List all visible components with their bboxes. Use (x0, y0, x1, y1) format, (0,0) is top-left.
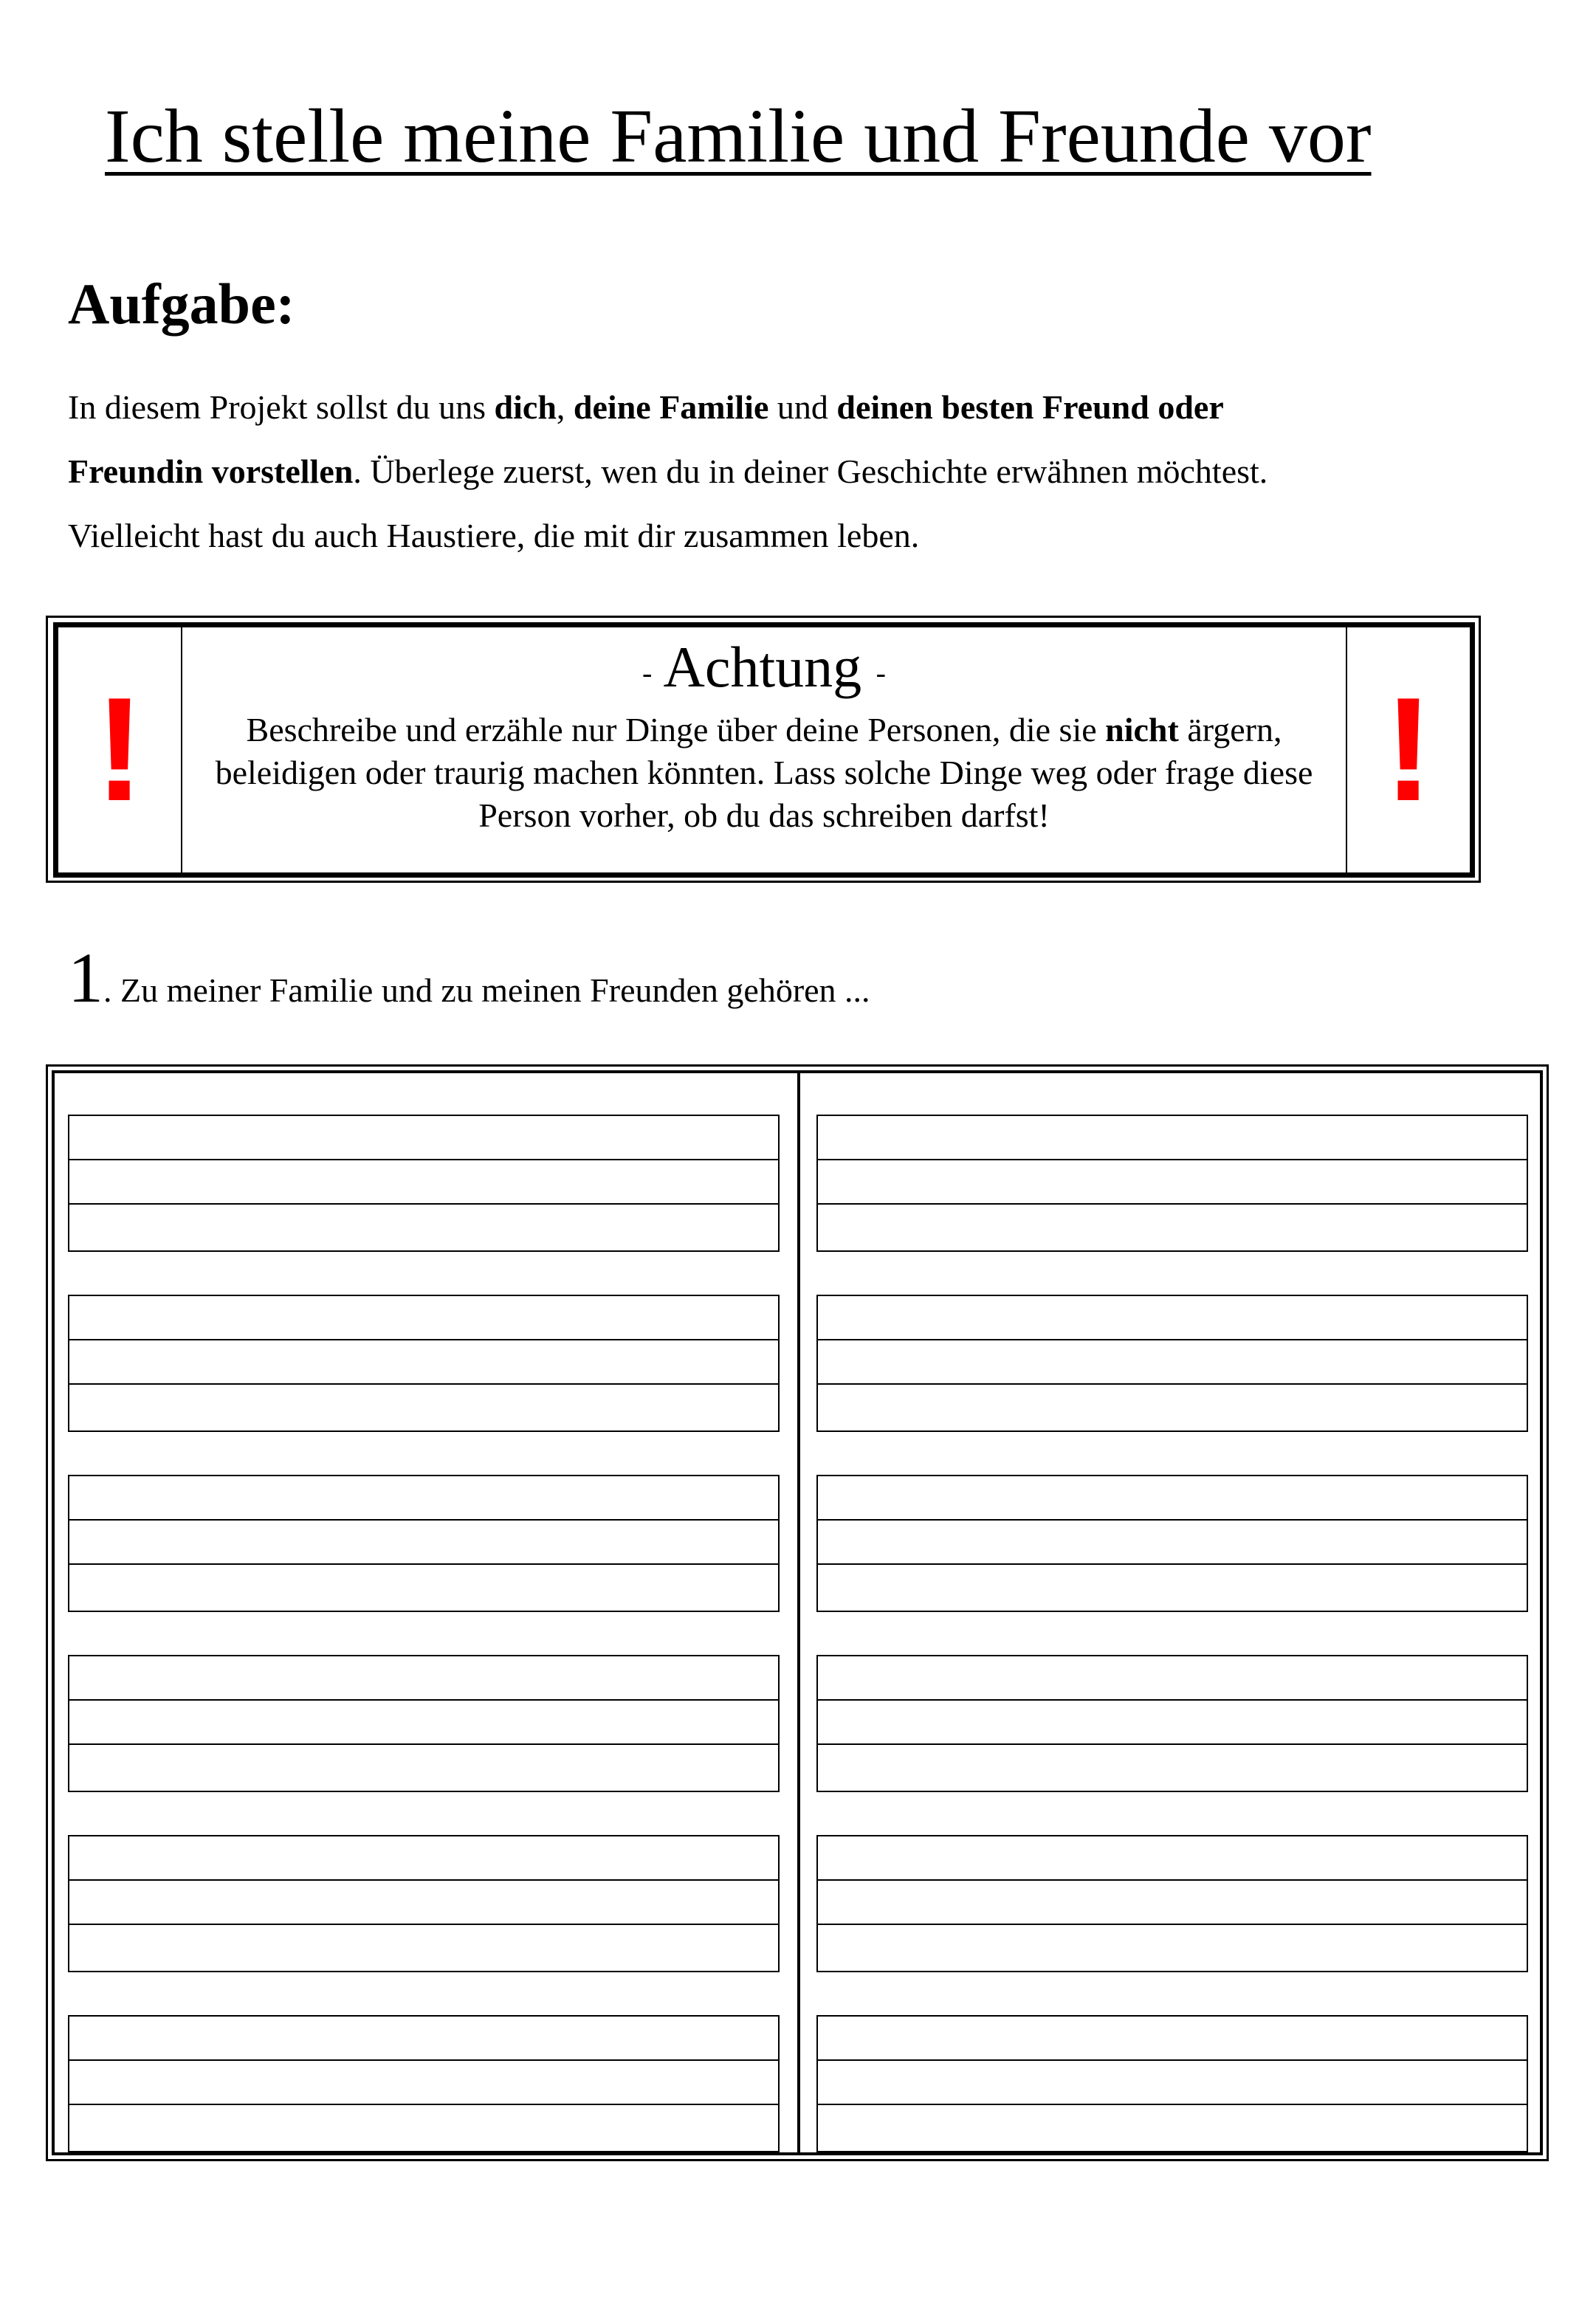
writing-line[interactable] (818, 1385, 1527, 1429)
task-line-3: Vielleicht hast du auch Haustiere, die mit dir zusammen leben. (68, 517, 920, 554)
writing-line[interactable] (818, 1745, 1527, 1789)
task-text: , (556, 388, 574, 426)
writing-column-right (816, 1115, 1528, 2195)
writing-line[interactable] (69, 1296, 778, 1340)
writing-line[interactable] (818, 1476, 1527, 1521)
writing-line[interactable] (818, 1656, 1527, 1701)
task-text: . Überlege zuerst, wen du in deiner Geschichte erwähnen möchtest. (353, 452, 1268, 490)
writing-line-group (68, 1835, 780, 1972)
writing-line[interactable] (818, 1116, 1527, 1160)
warning-heading (182, 632, 1346, 709)
writing-line-group (68, 1115, 780, 1252)
warning-emphasis: nicht (1105, 711, 1179, 749)
writing-line[interactable] (69, 1160, 778, 1205)
question-text: . Zu meiner Familie und zu meinen Freunden gehören ... (103, 971, 870, 1009)
warning-box (53, 622, 1475, 878)
writing-line[interactable] (818, 1925, 1527, 1969)
task-text: und (768, 388, 837, 426)
writing-line[interactable] (818, 1836, 1527, 1881)
writing-line[interactable] (69, 1205, 778, 1249)
warning-text: Beschreibe und erzähle nur Dinge über deine Personen, die sie nicht ärgern, beleidigen oder traurig machen könnten. Lass solche Dinge weg oder frage diese Person vorher, ob du das schreiben darfst! (215, 711, 1313, 835)
writing-line[interactable] (818, 1205, 1527, 1249)
task-text: In diesem Projekt sollst du uns (68, 388, 495, 426)
writing-line[interactable] (69, 1565, 778, 1609)
writing-line[interactable] (69, 2017, 778, 2061)
task-heading: Aufgabe: (68, 272, 295, 336)
writing-line[interactable] (69, 2061, 778, 2105)
task-description (68, 375, 1507, 568)
writing-column-left (68, 1115, 780, 2195)
writing-line[interactable] (69, 1385, 778, 1429)
task-emphasis: deine Familie (573, 388, 769, 426)
exclamation-icon: ! (1346, 627, 1470, 872)
writing-line-group (816, 2015, 1528, 2152)
warning-title: Achtung (663, 635, 862, 699)
writing-line[interactable] (69, 1476, 778, 1521)
task-emphasis: deinen besten Freund oder (836, 388, 1224, 426)
exclamation-icon: ! (58, 627, 182, 872)
warning-content (182, 627, 1346, 872)
writing-line[interactable] (69, 2105, 778, 2149)
writing-line[interactable] (818, 2061, 1527, 2105)
column-divider (797, 1070, 800, 2155)
writing-line[interactable] (69, 1116, 778, 1160)
task-line-1 (68, 375, 1507, 439)
dash: - (642, 656, 653, 690)
task-emphasis: Freundin vorstellen (68, 452, 354, 490)
writing-line-group (68, 2015, 780, 2152)
writing-line[interactable] (818, 2105, 1527, 2149)
dash: - (876, 656, 886, 690)
task-emphasis: dich (494, 388, 557, 426)
writing-line[interactable] (818, 1296, 1527, 1340)
writing-line-group (68, 1295, 780, 1432)
writing-line[interactable] (69, 1925, 778, 1969)
task-line-2 (68, 439, 1507, 503)
writing-line-group (816, 1295, 1528, 1432)
writing-line[interactable] (818, 2017, 1527, 2061)
writing-line[interactable] (818, 1565, 1527, 1609)
writing-line[interactable] (69, 1656, 778, 1701)
writing-line[interactable] (69, 1745, 778, 1789)
writing-line[interactable] (818, 1881, 1527, 1925)
writing-line-group (68, 1475, 780, 1612)
question-1 (68, 937, 870, 1019)
writing-line-group (816, 1475, 1528, 1612)
writing-line[interactable] (818, 1340, 1527, 1385)
writing-line[interactable] (818, 1160, 1527, 1205)
writing-line[interactable] (69, 1340, 778, 1385)
question-number: 1 (68, 938, 103, 1017)
page-title: Ich stelle meine Familie und Freunde vor (105, 94, 1372, 179)
writing-line-group (816, 1835, 1528, 1972)
writing-line[interactable] (69, 1521, 778, 1565)
writing-line-group (68, 1655, 780, 1792)
writing-line[interactable] (69, 1701, 778, 1745)
writing-line[interactable] (69, 1836, 778, 1881)
writing-line-group (816, 1655, 1528, 1792)
writing-line-group (816, 1115, 1528, 1252)
writing-line[interactable] (818, 1701, 1527, 1745)
writing-line[interactable] (818, 1521, 1527, 1565)
writing-line[interactable] (69, 1881, 778, 1925)
